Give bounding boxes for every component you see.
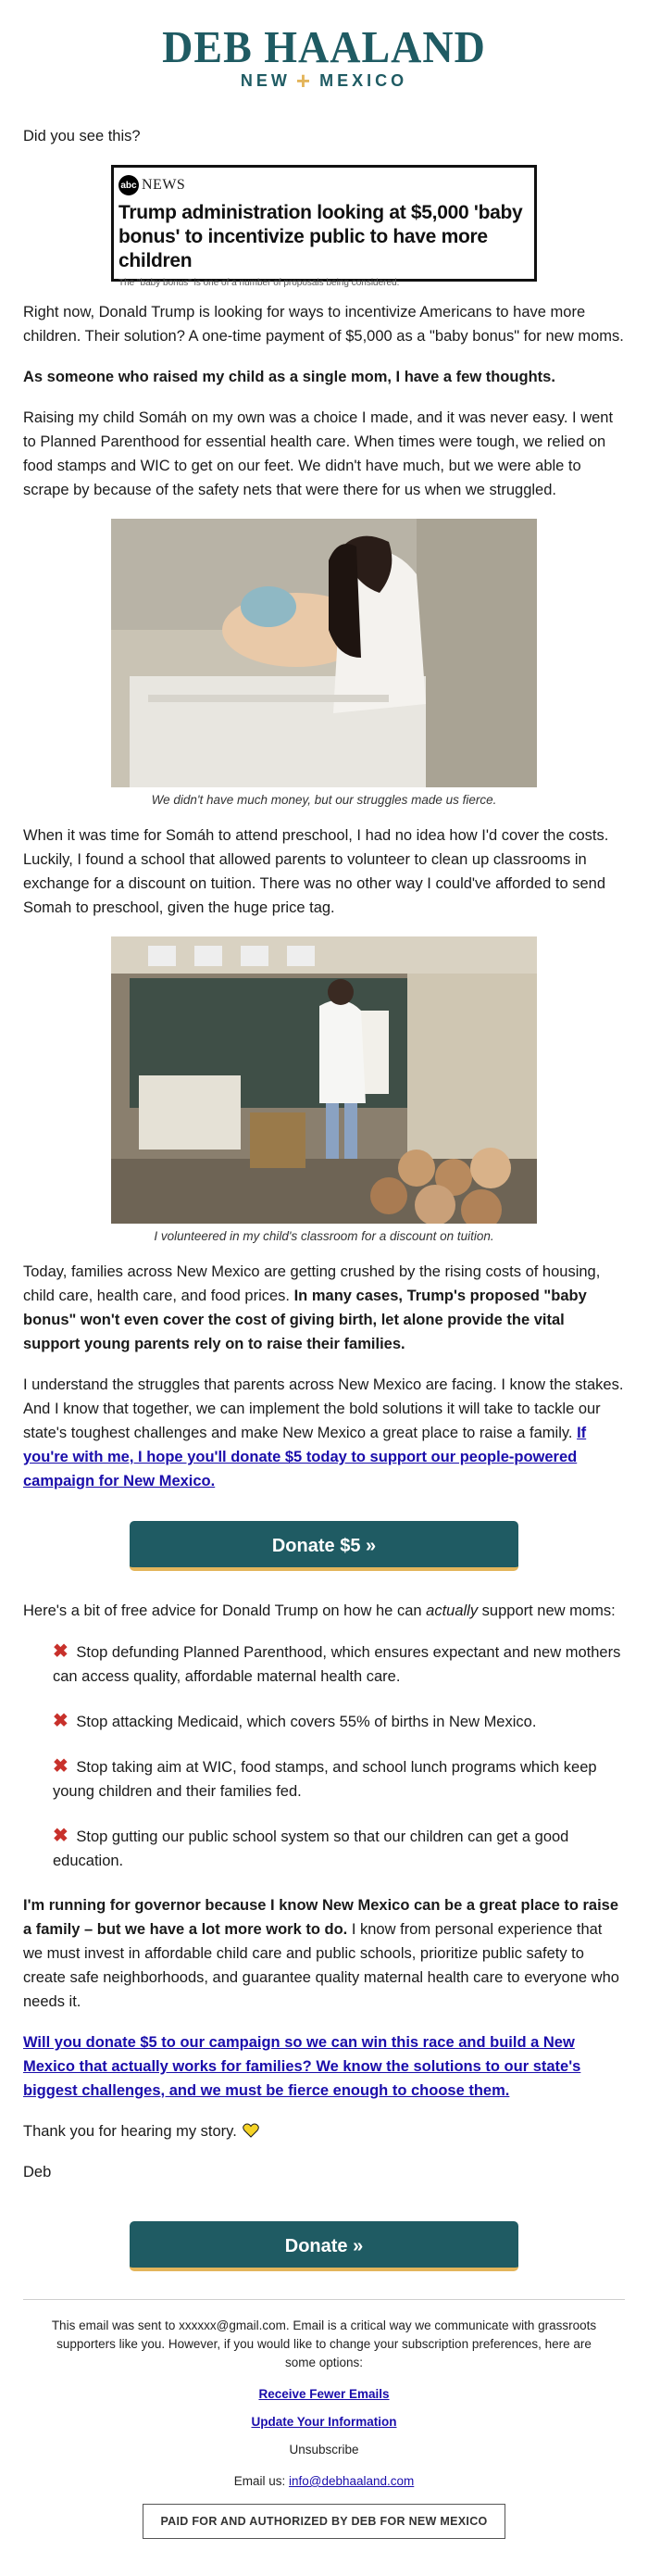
list-item (53, 1754, 625, 1803)
advice-intro-emphasis: actually (426, 1602, 479, 1619)
advice-text: Stop taking aim at WIC, food stamps, and school lunch programs which keep young children and their families fed. (53, 1759, 597, 1800)
x-mark-icon: ✖ (53, 1826, 69, 1846)
paragraph-preschool: When it was time for Somáh to attend preschool, I had no idea how I'd cover the costs. Luckily, I found a school that allowed parents to volunteer to clean up classrooms in exchange for a discount on tuition. There was no other way I could've afforded to send Somah to preschool, given the huge price tag. (23, 827, 609, 916)
receive-fewer-emails-link[interactable]: Receive Fewer Emails (258, 2387, 390, 2401)
thanks-text: Thank you for hearing my story. (23, 2123, 237, 2140)
email-label: Email us: (233, 2474, 289, 2488)
paragraph-intro: Right now, Donald Trump is looking for ways to incentivize Americans to have more children. Their solution? A one-time payment of $5,000 as a "baby bonus" for new moms. (23, 304, 624, 345)
signoff: Deb (23, 2164, 52, 2180)
advice-intro (23, 1599, 625, 1623)
paragraph-costs (23, 1260, 625, 1356)
news-brand-label: NEWS (142, 177, 186, 193)
governor-plain: I know from personal experience that we must invest in affordable child care and public schools, prioritize public safety to create safe neighborhoods, and guarantee quality maternal health care to everyone who needs it. (23, 1921, 619, 2010)
footer-divider (23, 2299, 625, 2300)
list-item (53, 1709, 625, 1734)
donate-inline-link-2[interactable]: Will you donate $5 to our campaign so we can win this race and build a New Mexico that actually works for families? We know the solutions to our state's biggest challenges, and we must be fierce enough to choose them. (23, 2034, 581, 2099)
paragraph-raising-child: Raising my child Somáh on my own was a choice I made, and it was never easy. I went to Planned Parenthood for essential health care. When times were tough, we relied on food stamps and WIC to get on our feet. We didn't have much, but we were able to scrape by because of the safety nets that were there for us when we struggled. (23, 409, 614, 498)
logo-name: DEB HAALAND (162, 21, 486, 72)
plus-icon: + (295, 67, 315, 94)
photo-figure-1 (23, 519, 625, 807)
update-information-link[interactable]: Update Your Information (251, 2415, 397, 2429)
paragraph-governor (23, 1893, 625, 2014)
greeting: Did you see this? (23, 128, 141, 145)
yellow-heart-icon (243, 2123, 259, 2138)
advice-text: Stop gutting our public school system so that our children can get a good education. (53, 1828, 569, 1869)
news-screenshot (111, 165, 537, 288)
news-brand (118, 175, 530, 195)
logo-state-right: MEXICO (319, 71, 408, 90)
advice-text: Stop attacking Medicaid, which covers 55% of births in New Mexico. (76, 1714, 537, 1730)
paragraph-single-mom: As someone who raised my child as a single mom, I have a few thoughts. (23, 369, 555, 385)
list-item (53, 1824, 625, 1873)
x-mark-icon: ✖ (53, 1641, 69, 1662)
x-mark-icon: ✖ (53, 1756, 69, 1777)
email-link[interactable]: info@debhaaland.com (288, 2474, 415, 2488)
list-item (53, 1640, 625, 1689)
x-mark-icon: ✖ (53, 1711, 69, 1731)
abc-logo-icon: abc (118, 175, 139, 195)
paragraph-ask (23, 2030, 625, 2103)
donate-5-wrap (23, 1521, 625, 1571)
advice-list (23, 1640, 625, 1873)
photo-caption-2: I volunteered in my child's classroom for a discount on tuition. (154, 1229, 494, 1243)
struggles-plain: I understand the struggles that parents across New Mexico are facing. I know the stakes. And I know that together, we can implement the bold solutions it will take to tackle our state's toughest challenges and make New Mexico a great place to raise a family. (23, 1376, 624, 1441)
thanks-line (23, 2119, 625, 2143)
donate-button[interactable]: Donate » (130, 2221, 518, 2271)
photo-classroom (111, 936, 537, 1224)
donate-wrap (23, 2221, 625, 2271)
news-subtext: The "baby bonus" is one of a number of proposals being considered. (118, 278, 400, 288)
costs-bold: In many cases, Trump's proposed "baby bonus" won't even cover the cost of giving birth, let alone provide the vital support young parents rely on to raise their families. (23, 1288, 587, 1352)
footer-notice: This email was sent to xxxxxx@gmail.com. Email is a critical way we communicate with grassroots supporters like you. However, if you would like to change your subscription preferences, here are some options: (51, 2318, 597, 2369)
governor-bold: I'm running for governor because I know New Mexico can be a great place to raise a family – but we have a lot more work to do. (23, 1897, 619, 1938)
photo-mother-child (111, 519, 537, 787)
donate-inline-link-1[interactable]: If you're with me, I hope you'll donate $5 today to support our people-powered campaign for New Mexico. (23, 1425, 587, 1489)
advice-text: Stop defunding Planned Parenthood, which ensures expectant and new mothers can access quality, affordable maternal health care. (53, 1644, 621, 1685)
footer-email (23, 2472, 625, 2491)
advice-intro-a: Here's a bit of free advice for Donald Trump on how he can (23, 1602, 427, 1619)
photo-caption-1: We didn't have much money, but our struggles made us fierce. (151, 793, 497, 807)
paid-for-disclaimer: PAID FOR AND AUTHORIZED BY DEB FOR NEW MEXICO (143, 2504, 505, 2539)
paragraph-struggles (23, 1373, 625, 1493)
photo-figure-2 (23, 936, 625, 1243)
donate-5-button[interactable]: Donate $5 » (130, 1521, 518, 1571)
logo-state (23, 67, 625, 94)
advice-intro-b: support new moms: (478, 1602, 616, 1619)
campaign-logo (23, 0, 625, 94)
footer (23, 2317, 625, 2576)
logo-state-left: NEW (240, 71, 291, 90)
costs-plain: Today, families across New Mexico are getting crushed by the rising costs of housing, child care, health care, and food prices. (23, 1263, 601, 1304)
unsubscribe-link[interactable]: Unsubscribe (289, 2443, 359, 2457)
news-headline: Trump administration looking at $5,000 'baby bonus' to incentivize public to have more children (118, 202, 523, 271)
